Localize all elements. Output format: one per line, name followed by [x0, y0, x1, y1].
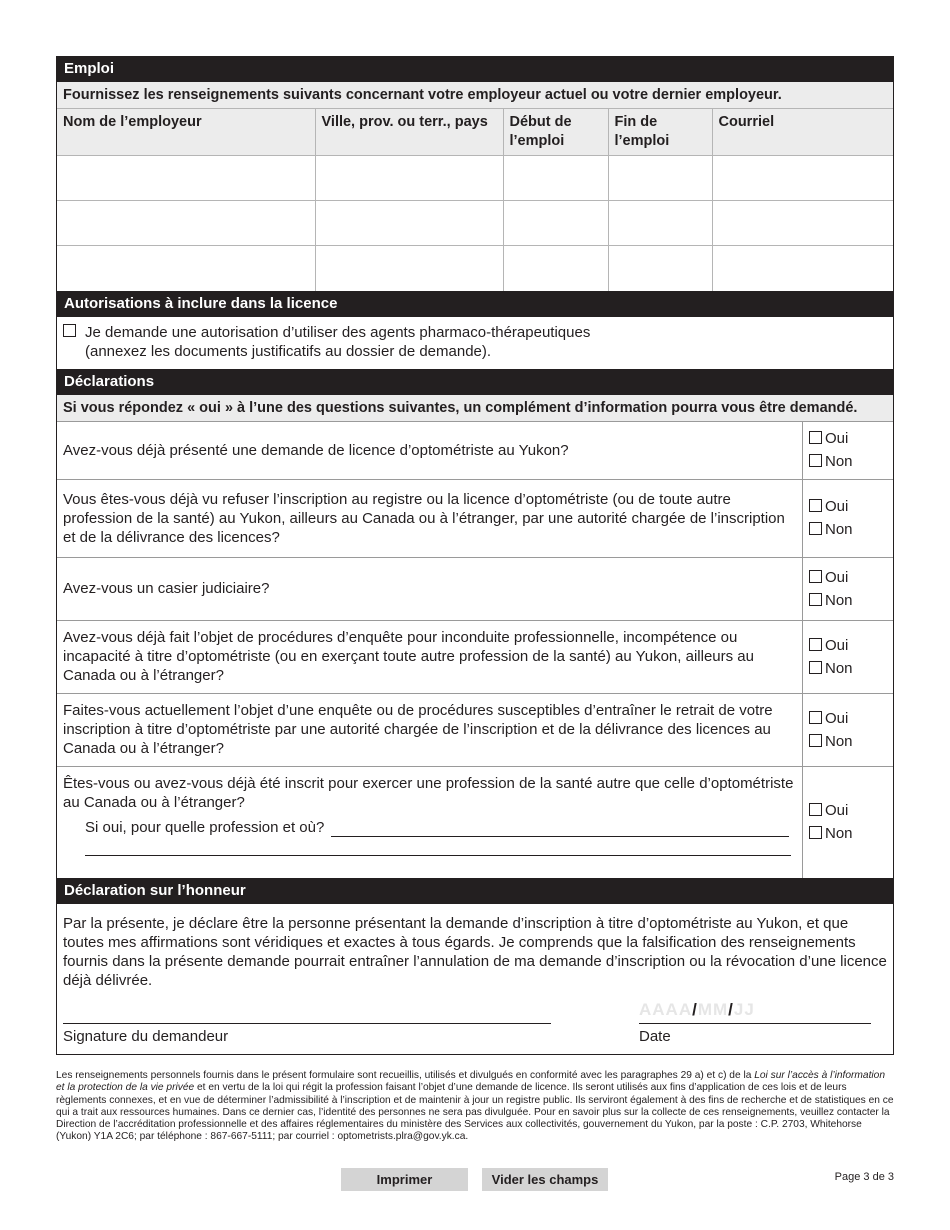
application-form: [56, 56, 894, 1055]
email-field[interactable]: [712, 246, 893, 291]
followup-label: Si oui, pour quelle profession et où?: [85, 818, 325, 836]
no-label: Non: [825, 521, 853, 538]
yes-label: Oui: [825, 498, 849, 515]
question-row: [57, 479, 893, 557]
privacy-notice: [56, 1070, 894, 1144]
no-checkbox[interactable]: [809, 593, 822, 606]
question-row: [57, 766, 893, 878]
yes-checkbox[interactable]: [809, 570, 822, 583]
no-checkbox[interactable]: [809, 454, 822, 467]
question-row: [57, 693, 893, 766]
signature-label: Signature du demandeur: [63, 1027, 229, 1045]
question-text: Faites-vous actuellement l’objet d’une enquête ou de procédures susceptibles d’entraîner le retrait de votre inscription à titre d’optométriste par une autorité chargée de l’inscription et de la délivrance des licences au Canada ou à l’étranger?: [63, 702, 773, 757]
yes-label: Oui: [825, 709, 849, 727]
no-checkbox[interactable]: [809, 522, 822, 535]
yes-label: Oui: [825, 802, 849, 819]
profession-location-field-line2[interactable]: [85, 855, 791, 856]
employment-table: [57, 109, 893, 291]
question-row: [57, 620, 893, 693]
employment-instruction: Fournissez les renseignements suivants concernant votre employeur actuel ou votre dernier employeur.: [57, 82, 893, 109]
location-field[interactable]: [315, 156, 503, 201]
table-row: [57, 156, 893, 201]
print-button[interactable]: Imprimer: [341, 1168, 468, 1191]
question-row: [57, 421, 893, 479]
date-day-placeholder: JJ: [733, 999, 755, 1019]
column-header-start-date: Début de l’emploi: [503, 109, 608, 156]
date-field[interactable]: [639, 1000, 755, 1019]
signature-field[interactable]: [63, 1023, 551, 1024]
date-separator: /: [728, 999, 734, 1019]
yes-checkbox[interactable]: [809, 431, 822, 444]
pharmaco-authorization-checkbox[interactable]: [63, 324, 76, 337]
yes-checkbox[interactable]: [809, 499, 822, 512]
question-text: Avez-vous un casier judiciaire?: [63, 580, 270, 597]
yes-checkbox[interactable]: [809, 711, 822, 724]
no-checkbox[interactable]: [809, 661, 822, 674]
profession-location-field[interactable]: [331, 836, 789, 837]
no-label: Non: [825, 659, 853, 677]
authorization-label-line1: Je demande une autorisation d’utiliser des agents pharmaco-thérapeutiques: [85, 323, 591, 341]
section-authorizations-title: Autorisations à inclure dans la licence: [57, 291, 893, 317]
start-date-field[interactable]: [503, 156, 608, 201]
question-text: Avez-vous déjà fait l’objet de procédures d’enquête pour inconduite professionnelle, incompétence ou incapacité à titre d’optométriste (ou en exerçant toute autre profession de la santé) au Yukon, ailleurs au Canada ou à l’étranger?: [63, 629, 754, 684]
email-field[interactable]: [712, 156, 893, 201]
no-label: Non: [825, 453, 853, 470]
date-line: [639, 1023, 871, 1024]
question-text: Vous êtes-vous déjà vu refuser l’inscription au registre ou la licence d’optométriste (ou de toute autre profession de la santé) au Yukon, ailleurs au Canada ou à l’étranger, par une autorité chargée de l’inscription et de la délivrance des licences?: [63, 490, 785, 546]
question-text: Êtes-vous ou avez-vous déjà été inscrit pour exercer une profession de la santé autre que celle d’optométriste au Canada ou à l’étranger?: [63, 774, 794, 811]
privacy-text-part1: Les renseignements personnels fournis dans le présent formulaire sont recueillis, utilisés et divulgués en conformité avec les paragraphes 29 a) et c) de la: [56, 1070, 755, 1081]
email-field[interactable]: [712, 201, 893, 246]
privacy-text-part2: et en vertu de la loi qui régit la profession faisant l’objet d’une demande de licence. Ils seront utilisés aux fins d’application de ces lois et de leurs règlements connexes, et en vue de déterminer l’admissibilité à l’inscription et de maintenir à jour un registre public. Ils serviront également à des fins de recherche et de statistiques en ce qui a trait aux ressources humaines. Dans ce dernier cas, l’identité des personnes ne sera pas divulguée. Pour en savoir plus sur la collecte de ces renseignements, veuillez contacter la Direction de l’accréditation professionnelle et des affaires réglementaires du ministère des Services aux collectivités, gouvernement du Yukon, par la poste : C.P. 2703, Whitehorse (Yukon) Y1A 2C6; par téléphone : 867-667-5111; par courriel : optometrists.plra@gov.yk.ca.: [56, 1082, 894, 1143]
question-text: Avez-vous déjà présenté une demande de licence d’optométriste au Yukon?: [63, 441, 569, 459]
no-label: Non: [825, 591, 853, 609]
declaration-text: Par la présente, je déclare être la personne présentant la demande d’inscription à titre d’optométriste au Yukon, et que toutes mes affirmations sont véridiques et exactes à tous égards. Je comprends que la falsification des renseignements fournis dans la présente demande pourrait entraîner l’annulation de ma demande d’inscription ou la révocation d’une licence déjà délivrée.: [63, 914, 887, 989]
column-header-end-date: Fin de l’emploi: [608, 109, 712, 156]
yes-label: Oui: [825, 636, 849, 654]
no-label: Non: [825, 732, 853, 750]
yes-checkbox[interactable]: [809, 638, 822, 651]
location-field[interactable]: [315, 246, 503, 291]
table-row: [57, 201, 893, 246]
start-date-field[interactable]: [503, 201, 608, 246]
end-date-field[interactable]: [608, 246, 712, 291]
date-month-placeholder: MM: [697, 999, 729, 1019]
no-checkbox[interactable]: [809, 734, 822, 747]
question-row: [57, 557, 893, 620]
section-employment-title: Emploi: [57, 56, 893, 82]
column-header-location: Ville, prov. ou terr., pays: [315, 109, 503, 156]
authorization-label-line2: (annexez les documents justificatifs au dossier de demande).: [85, 342, 492, 360]
employer-name-field[interactable]: [57, 246, 315, 291]
no-label: Non: [825, 825, 853, 842]
end-date-field[interactable]: [608, 156, 712, 201]
no-checkbox[interactable]: [809, 826, 822, 839]
section-solemn-declaration-title: Déclaration sur l’honneur: [57, 878, 893, 904]
section-declarations-title: Déclarations: [57, 369, 893, 395]
employer-name-field[interactable]: [57, 201, 315, 246]
yes-checkbox[interactable]: [809, 803, 822, 816]
date-year-placeholder: AAAA: [639, 999, 693, 1019]
yes-label: Oui: [825, 568, 849, 586]
authorization-option: [57, 317, 893, 369]
table-row: [57, 246, 893, 291]
solemn-declaration-block: [57, 904, 893, 1054]
clear-fields-button[interactable]: Vider les champs: [482, 1168, 608, 1191]
date-separator: /: [692, 999, 698, 1019]
date-label: Date: [639, 1027, 671, 1045]
start-date-field[interactable]: [503, 246, 608, 291]
column-header-email: Courriel: [712, 109, 893, 156]
employer-name-field[interactable]: [57, 156, 315, 201]
end-date-field[interactable]: [608, 201, 712, 246]
location-field[interactable]: [315, 201, 503, 246]
privacy-law-title: Loi sur l’accès à l’information et la protection de la vie privée: [56, 1070, 886, 1094]
page-number: Page 3 de 3: [834, 1171, 894, 1183]
yes-label: Oui: [825, 430, 849, 447]
column-header-employer-name: Nom de l’employeur: [57, 109, 315, 156]
declarations-instruction: Si vous répondez « oui » à l’une des questions suivantes, un complément d’information pourra vous être demandé.: [57, 395, 893, 422]
